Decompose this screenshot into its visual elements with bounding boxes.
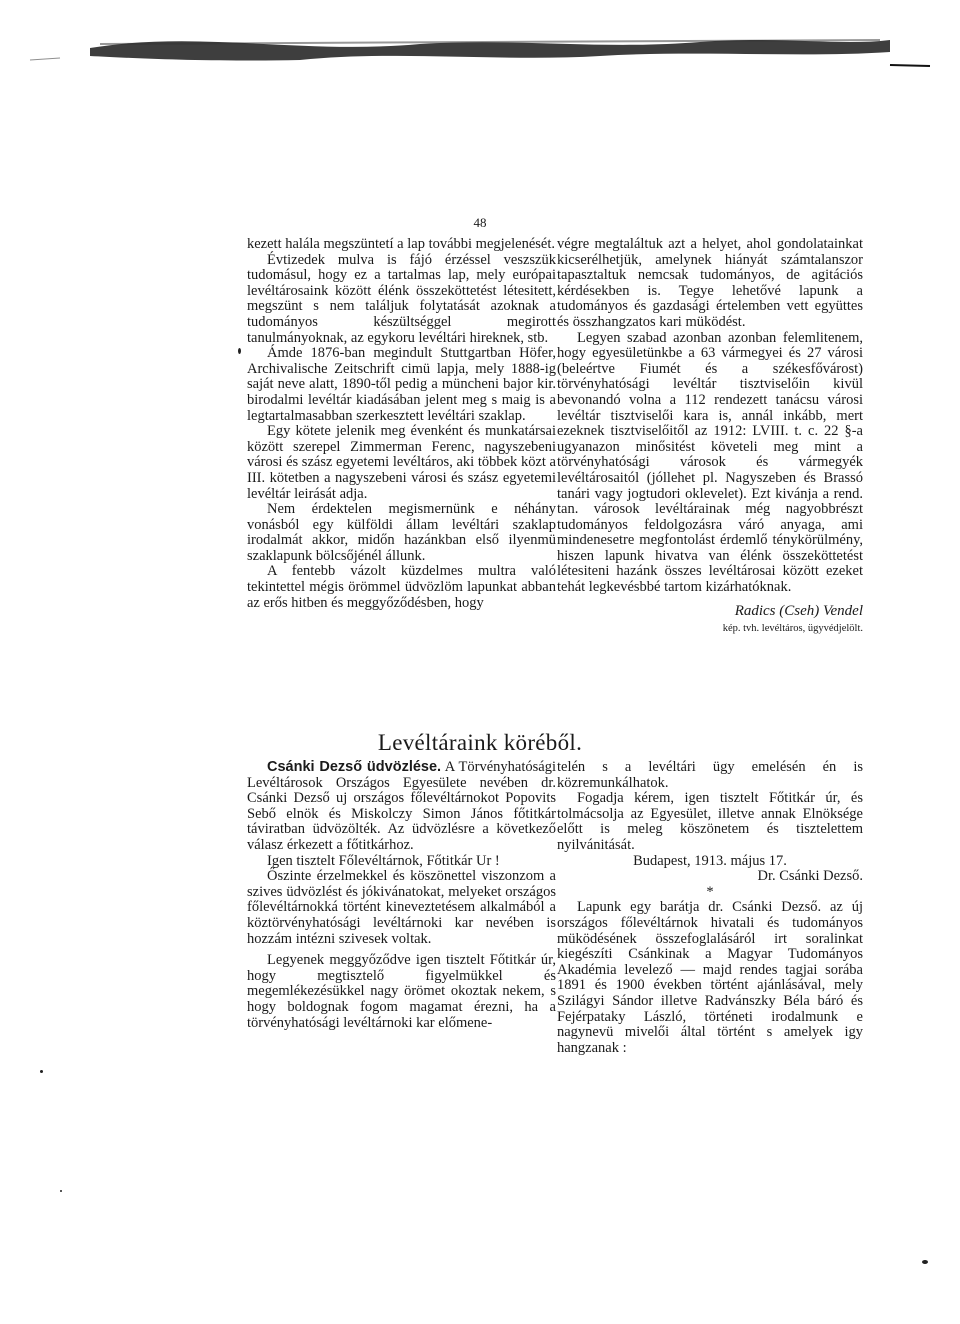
paragraph: végre megtaláltuk azt a helyet, ahol gondolatainkat kicserélhetjük, amelynek hiányát számtalanszor tapasztaltuk nemcsak tudományos, de agitációs kérdésekben is. Tegye lehetővé lapunk a tudományos és gazdasági értelemben vett együttes és összhangzatos kari müködést.: [557, 236, 863, 330]
lead-text: A Törvényhatósági Levéltárosok Országos Egyesülete nevében dr. Csánki Dezső uj országos főlevéltárnokot Popovits Sebő elnök és Miskolczy Simon János főtitkár táviratban üdvözölték. Az üdvözlésre a következő válasz érkezett a főtitkárhoz.: [247, 759, 556, 853]
scan-speck: [238, 348, 241, 354]
paragraph: Legyen szabad azonban azonban felemlitenem, hogy egyesületünkbe a 63 vármegyei és 27 városi (beleértve Fiumét és a székesfővárost) törvényhatósági levéltár tisztviselőin kivül bevonandó volna a 112 rendezett tanácsu városi levéltár tisztviselői kara is, annál inkább, mert ezeknek tisztviselőitől az 1912: LVIII. t. c. 22 §-a ugyanazon minősitést követeli meg mint a törvényhatósági városok és vármegyék levéltárosaitól (jóllehet pl. Nagyszeben és Brassó tanári vagy jogtudori oklevelet). Ezt kivánja a rend. tan. városok levéltárainak még nagyobbrészt tudományos feldolgozásra váró anyaga, ami mindenesetre megfontolást érdemlő ténykörülmény, hiszen lapunk hivatva van élénk összeköttetést létesiteni hazánk összes levéltárosai között ezeket tehát legkevésbbé tartom kizárhatóknak.: [557, 329, 863, 596]
paragraph: [247, 760, 556, 854]
letter-date: Budapest, 1913. május 17.: [633, 852, 787, 869]
scan-edge-noise: [0, 0, 960, 80]
scan-speck: [922, 1260, 928, 1264]
salutation: Igen tisztelt Főlevéltárnok, Főtitkár Ur !: [267, 852, 500, 869]
paragraph: Lapunk egy barátja dr. Csánki Dezső. az új országos főlevéltárnok hivatali és tudományos müködésének összefoglalásáról irt soralinkat kiegészíti Csánkinak a Magyar Tudományos Akadémia levelező — majd rendes tagjai sorába 1891 és 1900 években történt ajánlásával, mely Szilágyi Sándor illetve Radvánszky Béla báró és Fejérpataky László, történeti irodalmunk e nagynevü mivelői által történt s amelyek igy hangzanak :: [557, 899, 863, 1056]
signature-title: kép. tvh. levéltáros, ügyvédjelölt.: [722, 623, 863, 635]
paragraph: A fentebb vázolt küzdelmes multra való tekintettel mégis örömmel üdvözlöm lapunkat abban az erős hitben és meggyőződésben, hogy: [247, 563, 556, 611]
paragraph: telén s a levéltári ügy emelésén én is közremunkálhatok.: [557, 759, 863, 791]
paragraph: Őszinte érzelmekkel és köszönettel viszonzom a szives üdvözlést és jókivánatokat, melyeket országos főlevéltárnokká történt kineveztetésem alkalmából a köztörvényhatósági levéltárnoki kar nevében is hozzám intézni szivesek voltak.: [247, 868, 556, 947]
signature-name: Radics (Cseh) Vendel: [734, 602, 863, 619]
paragraph: Nem érdektelen megismernünk e néhány vonásból egy külföldi állam levéltári szaklap irodalmát akkor, midőn hazánkban első ilyenmü szaklapunk bölcsőjénél állunk.: [247, 501, 556, 564]
lower-left-column: [247, 760, 556, 1031]
paragraph: kezett halála megszüntetí a lap további megjelenését.: [247, 236, 555, 252]
paragraph: Évtizedek mulva is fájó érzéssel veszszük tudomásul, hogy ez a tartalmas lap, mely európai levéltárosaink között élénk összeköttetést létesitett, megszünt s nem találjuk folytatását azoknak a tudományos készültséggel megirott tanulmányoknak, az egykoru levéltári hireknek, stb.: [247, 251, 556, 346]
section-title: Levéltáraink köréből.: [377, 730, 583, 755]
scan-speck: [40, 1070, 43, 1073]
upper-right-column: [557, 237, 863, 637]
upper-left-column: [247, 237, 556, 611]
letter-signer: Dr. Csánki Dezső.: [757, 868, 863, 885]
lower-right-column: [557, 760, 863, 1056]
section-separator: *: [706, 883, 714, 900]
paragraph: Egy kötete jelenik meg évenként és munkatársai között szerepel Zimmerman Ferenc, nagyszebeni városi és szász egyetemi levéltáros, aki többek közt a III. kötetben a nagyszebeni városi és szász egyetemi levéltár leirását adja.: [247, 423, 556, 502]
paragraph: Legyenek meggyőződve igen tisztelt Főtitkár úr, hogy megtisztelő figyelmükkel és megemlékezésükkel nagy örömet okoztak nekem, s hogy boldognak fogom magamat érezni, ha a törvényhatósági levéltárnoki kar előmene-: [247, 952, 556, 1031]
scan-speck: [60, 1190, 62, 1192]
signature-block: [557, 604, 863, 637]
lead-name: Csánki Dezső üdvözlése.: [267, 759, 442, 775]
page-number: 48: [473, 215, 487, 230]
paragraph: Ámde 1876-ban megindult Stuttgartban Höfer, Archivalische Zeitschrift cimü lapja, mely 1888-ig saját neve alatt, 1890-től pedig a müncheni bajor kir. birodalmi levéltár kiadásában jelent meg s maig is a legtartalmasabban szerkesztett levéltári szaklap.: [247, 345, 556, 424]
paragraph: Fogadja kérem, igen tisztelt Főtitkár úr, és tolmácsolja az Egyesület, illetve annak Elnöksége előtt is meleg köszönetem és tisztelettem nyilvánitását.: [557, 790, 863, 853]
